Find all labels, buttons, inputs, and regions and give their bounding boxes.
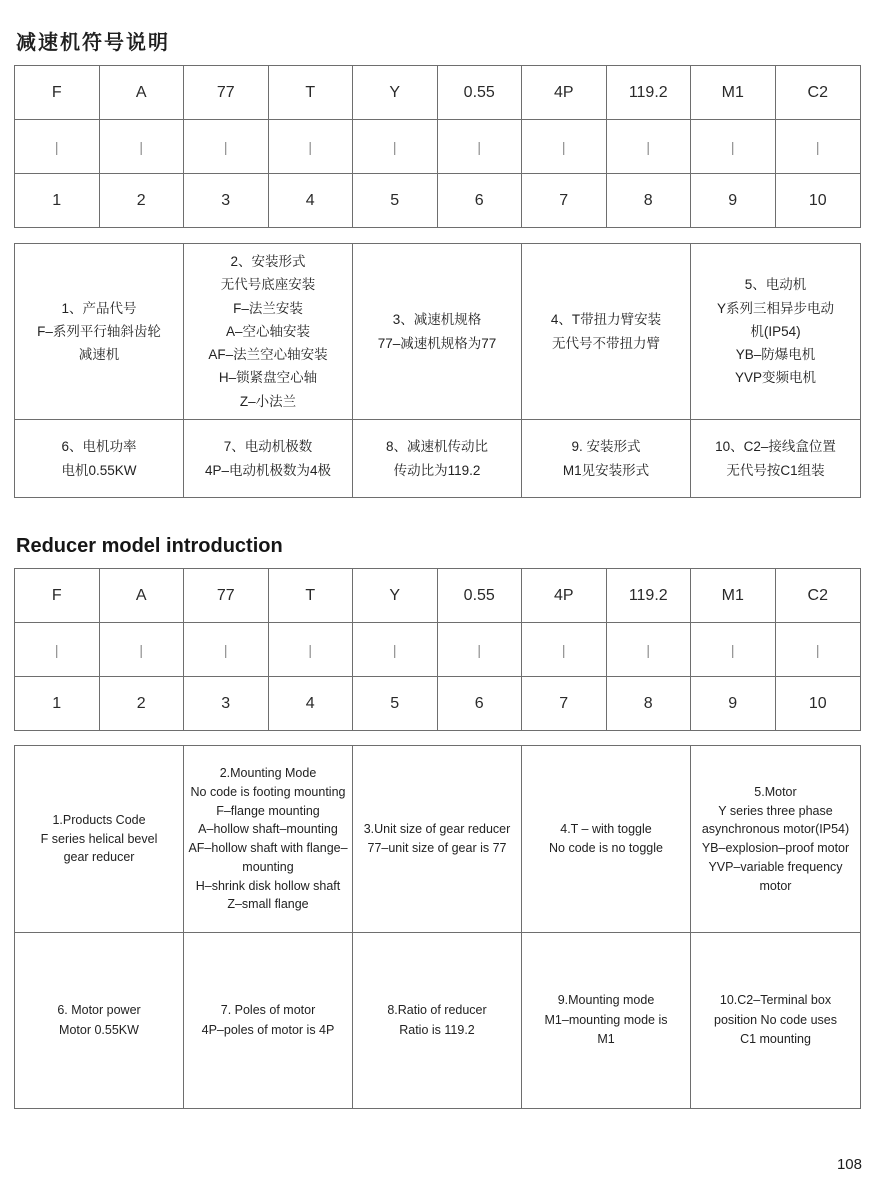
code-cell: 4P xyxy=(522,569,607,622)
connector-bar: | xyxy=(100,120,185,173)
connector-bar: | xyxy=(269,623,354,676)
position-cell: 10 xyxy=(808,191,827,209)
position-cell: 2 xyxy=(100,677,185,730)
explanation-cell-7-en: 7. Poles of motor 4P–poles of motor is 4P xyxy=(184,933,353,1108)
position-cell: 5 xyxy=(353,677,438,730)
connector-bar: | xyxy=(815,641,820,658)
code-cell: 77 xyxy=(184,569,269,622)
code-row-connectors xyxy=(15,119,860,173)
code-cell: M1 xyxy=(691,569,776,622)
position-cell: 10 xyxy=(808,694,827,712)
connector-bar: | xyxy=(438,120,523,173)
connector-bar: | xyxy=(353,120,438,173)
code-cell: Y xyxy=(353,66,438,119)
position-cell: 6 xyxy=(438,677,523,730)
explanation-cell-1-zh: 1、产品代号 F–系列平行轴斜齿轮 减速机 xyxy=(15,244,184,419)
model-code-table-zh xyxy=(14,65,861,228)
explanation-cell-5-en: 5.Motor Y series three phase asynchronous motor(IP54) YB–explosion–proof motor YVP–variable frequency motor xyxy=(701,784,850,893)
position-cell: 3 xyxy=(184,677,269,730)
position-cell: 9 xyxy=(691,677,776,730)
position-cell: 3 xyxy=(184,174,269,227)
code-row-positions xyxy=(15,173,860,227)
position-cell: 1 xyxy=(15,174,100,227)
connector-bar: | xyxy=(522,623,607,676)
code-cell: 0.55 xyxy=(438,66,523,119)
connector-bar: | xyxy=(691,623,776,676)
code-row-connectors xyxy=(15,622,860,676)
connector-bar: | xyxy=(184,120,269,173)
position-cell: 8 xyxy=(607,677,692,730)
position-cell: 5 xyxy=(353,174,438,227)
code-cell: M1 xyxy=(691,66,776,119)
explanation-cell-10-zh: 10、C2–接线盒位置 无代号按C1组装 xyxy=(715,439,836,478)
code-cell: 0.55 xyxy=(438,569,523,622)
position-cell: 4 xyxy=(269,174,354,227)
connector-bar: | xyxy=(269,120,354,173)
explanation-cell-3-en: 3.Unit size of gear reducer 77–unit size of gear is 77 xyxy=(353,746,522,932)
position-cell: 9 xyxy=(691,174,776,227)
explanation-row-6-10-en xyxy=(15,932,860,1108)
position-cell: 1 xyxy=(15,677,100,730)
explanation-cell-1-en: 1.Products Code F series helical bevel gear reducer xyxy=(15,746,184,932)
code-cell: 77 xyxy=(184,66,269,119)
connector-bar: | xyxy=(522,120,607,173)
position-cell: 8 xyxy=(607,174,692,227)
connector-bar: | xyxy=(438,623,523,676)
explanation-cell-10-en: 10.C2–Terminal box position No code uses C1 mounting xyxy=(714,993,837,1047)
position-cell: 2 xyxy=(100,174,185,227)
connector-bar: | xyxy=(15,120,100,173)
page-title-en: Reducer model introduction xyxy=(16,535,283,557)
code-row-values xyxy=(15,569,860,622)
explanation-cell-2-en: 2.Mounting Mode No code is footing mounting F–flange mounting A–hollow shaft–mounting AF–hollow shaft with flange– mounting H–shrink disk hollow shaft Z–small flange xyxy=(184,746,353,932)
position-cell: 4 xyxy=(269,677,354,730)
connector-bar: | xyxy=(100,623,185,676)
explanation-table-en xyxy=(14,745,861,1109)
connector-bar: | xyxy=(607,120,692,173)
position-cell: 7 xyxy=(522,174,607,227)
code-cell: 4P xyxy=(522,66,607,119)
connector-bar: | xyxy=(184,623,269,676)
code-cell: 119.2 xyxy=(607,66,692,119)
explanation-cell-2-zh: 2、安装形式 无代号底座安装 F–法兰安装 A–空心轴安装 AF–法兰空心轴安装 H–锁紧盘空心轴 Z–小法兰 xyxy=(184,244,353,419)
page-title-zh: 减速机符号说明 xyxy=(16,32,170,54)
explanation-cell-4-zh: 4、T带扭力臂安装 无代号不带扭力臂 xyxy=(522,244,691,419)
explanation-cell-6-en: 6. Motor power Motor 0.55KW xyxy=(15,933,184,1108)
code-cell: A xyxy=(100,66,185,119)
position-cell: 6 xyxy=(438,174,523,227)
connector-bar: | xyxy=(607,623,692,676)
code-cell: C2 xyxy=(807,586,828,604)
explanation-cell-8-en: 8.Ratio of reducer Ratio is 119.2 xyxy=(353,933,522,1108)
explanation-cell-6-zh: 6、电机功率 电机0.55KW xyxy=(15,420,184,497)
code-cell: 119.2 xyxy=(607,569,692,622)
explanation-cell-8-zh: 8、减速机传动比 传动比为119.2 xyxy=(353,420,522,497)
code-cell: A xyxy=(100,569,185,622)
code-cell: C2 xyxy=(807,83,828,101)
code-cell: F xyxy=(15,66,100,119)
explanation-cell-3-zh: 3、减速机规格 77–减速机规格为77 xyxy=(353,244,522,419)
code-cell: Y xyxy=(353,569,438,622)
explanation-row-6-10-zh xyxy=(15,419,860,497)
code-row-positions xyxy=(15,676,860,730)
model-code-table-en xyxy=(14,568,861,731)
explanation-table-zh xyxy=(14,243,861,498)
code-row-values xyxy=(15,66,860,119)
connector-bar: | xyxy=(815,138,820,155)
explanation-cell-7-zh: 7、电动机极数 4P–电动机极数为4极 xyxy=(184,420,353,497)
explanation-cell-9-zh: 9. 安装形式 M1见安装形式 xyxy=(522,420,691,497)
code-cell: T xyxy=(269,66,354,119)
explanation-row-1-5-zh xyxy=(15,244,860,419)
code-cell: F xyxy=(15,569,100,622)
explanation-cell-4-en: 4.T – with toggle No code is no toggle xyxy=(522,746,691,932)
explanation-cell-9-en: 9.Mounting mode M1–mounting mode is M1 xyxy=(522,933,691,1108)
position-cell: 7 xyxy=(522,677,607,730)
connector-bar: | xyxy=(353,623,438,676)
explanation-row-1-5-en xyxy=(15,746,860,932)
connector-bar: | xyxy=(15,623,100,676)
connector-bar: | xyxy=(691,120,776,173)
code-cell: T xyxy=(269,569,354,622)
explanation-cell-5-zh: 5、电动机 Y系列三相异步电动 机(IP54) YB–防爆电机 YVP变频电机 xyxy=(716,277,834,386)
page-number: 108 xyxy=(836,1156,862,1173)
